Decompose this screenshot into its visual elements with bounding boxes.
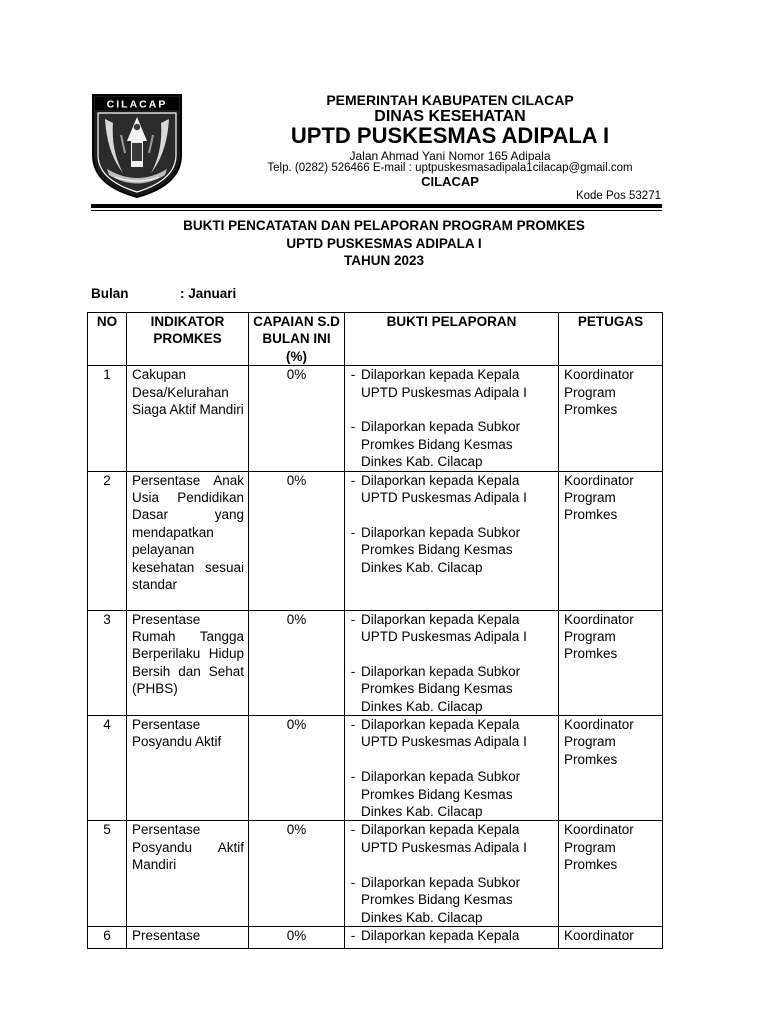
letterhead-rule-thick bbox=[91, 204, 662, 208]
row-capaian: 0% bbox=[249, 716, 345, 821]
bukti-text: Dilaporkan kepada Subkor Promkes Bidang Kesmas Dinkes Kab. Cilacap bbox=[361, 419, 521, 470]
bukti-text: Dilaporkan kepada Kepala UPTD Puskesmas Adipala I bbox=[361, 717, 527, 750]
document-subtitle: UPTD PUSKESMAS ADIPALA I bbox=[286, 236, 482, 251]
bukti-text: Dilaporkan kepada Subkor Promkes Bidang Kesmas Dinkes Kab. Cilacap bbox=[361, 663, 521, 714]
row-bukti bbox=[345, 716, 559, 821]
row-capaian: 0% bbox=[249, 471, 345, 610]
bukti-item bbox=[345, 663, 556, 715]
bukti-item bbox=[345, 927, 556, 944]
row-indikator: Persentase Posyandu Aktif Mandiri bbox=[127, 821, 249, 926]
bullet-dash: - bbox=[350, 927, 356, 943]
row-capaian: 0% bbox=[249, 926, 345, 948]
report-table bbox=[87, 312, 663, 949]
city-name: CILACAP bbox=[421, 174, 479, 189]
row-indikator: Cakupan Desa/Kelurahan Siaga Aktif Mandiri bbox=[127, 366, 249, 471]
bukti-text: Dilaporkan kepada Kepala UPTD Puskesmas Adipala I bbox=[361, 822, 527, 855]
row-capaian: 0% bbox=[249, 821, 345, 926]
row-no: 2 bbox=[88, 471, 127, 610]
letterhead-rule-thin bbox=[91, 210, 662, 211]
month-field bbox=[91, 286, 236, 301]
table-header-row bbox=[88, 313, 663, 366]
bukti-item bbox=[345, 768, 556, 820]
bullet-dash: - bbox=[350, 874, 356, 890]
bullet-dash: - bbox=[350, 611, 356, 627]
row-petugas: Koordinator bbox=[559, 926, 663, 948]
row-petugas: Koordinator Program Promkes bbox=[559, 610, 663, 715]
row-bukti bbox=[345, 366, 559, 471]
row-bukti bbox=[345, 471, 559, 610]
bukti-item bbox=[345, 418, 556, 470]
row-no: 1 bbox=[88, 366, 127, 471]
header-no: NO bbox=[88, 313, 127, 366]
bullet-dash: - bbox=[350, 472, 356, 488]
bukti-text: Dilaporkan kepada Subkor Promkes Bidang Kesmas Dinkes Kab. Cilacap bbox=[361, 524, 521, 575]
row-petugas: Koordinator Program Promkes bbox=[559, 716, 663, 821]
row-petugas: Koordinator Program Promkes bbox=[559, 366, 663, 471]
bullet-dash: - bbox=[350, 663, 356, 679]
document-year: TAHUN 2023 bbox=[343, 253, 425, 268]
bullet-dash: - bbox=[350, 769, 356, 785]
bukti-item bbox=[345, 611, 556, 646]
bukti-item bbox=[345, 366, 556, 401]
bullet-dash: - bbox=[350, 419, 356, 435]
government-name: PEMERINTAH KABUPATEN CILACAP bbox=[326, 92, 574, 108]
header-bukti: BUKTI PELAPORAN bbox=[345, 313, 559, 366]
bukti-text: Dilaporkan kepada Subkor Promkes Bidang Kesmas Dinkes Kab. Cilacap bbox=[361, 769, 521, 820]
logo-label: CILACAP bbox=[106, 98, 168, 111]
contact-info: Telp. (0282) 526466 E-mail : uptpuskesmasadipala1cilacap@gmail.com bbox=[267, 162, 633, 174]
row-capaian: 0% bbox=[249, 610, 345, 715]
address: Jalan Ahmad Yani Nomor 165 Adipala bbox=[349, 149, 551, 163]
month-value: : Januari bbox=[180, 286, 237, 301]
bullet-dash: - bbox=[350, 367, 356, 383]
row-capaian: 0% bbox=[249, 366, 345, 471]
row-indikator: Presentase bbox=[127, 926, 249, 948]
bukti-item bbox=[345, 472, 556, 507]
bukti-text: Dilaporkan kepada Subkor Promkes Bidang Kesmas Dinkes Kab. Cilacap bbox=[361, 874, 521, 925]
bukti-text: Dilaporkan kepada Kepala UPTD Puskesmas Adipala I bbox=[361, 611, 527, 645]
row-indikator: Persentase Posyandu Aktif bbox=[127, 716, 249, 821]
bukti-text: Dilaporkan kepada Kepala UPTD Puskesmas Adipala I bbox=[361, 472, 527, 506]
month-label: Bulan bbox=[91, 286, 129, 301]
row-bukti bbox=[345, 926, 559, 948]
row-no: 5 bbox=[88, 821, 127, 926]
table-row bbox=[88, 821, 663, 926]
header-indikator: INDIKATOR PROMKES bbox=[127, 313, 249, 366]
row-no: 6 bbox=[88, 926, 127, 948]
table-row bbox=[88, 610, 663, 715]
bullet-dash: - bbox=[350, 524, 356, 540]
bukti-item bbox=[345, 716, 556, 751]
cilacap-emblem-logo bbox=[91, 93, 183, 199]
table-row bbox=[88, 471, 663, 610]
row-petugas: Koordinator Program Promkes bbox=[559, 821, 663, 926]
header-capaian: CAPAIAN S.D BULAN INI (%) bbox=[249, 313, 345, 366]
department-name: DINAS KESEHATAN bbox=[374, 108, 526, 125]
table-row bbox=[88, 716, 663, 821]
row-no: 3 bbox=[88, 610, 127, 715]
bukti-item bbox=[345, 821, 556, 856]
bukti-text: Dilaporkan kepada Kepala UPTD Puskesmas Adipala I bbox=[361, 367, 527, 400]
postal-code: Kode Pos 53271 bbox=[575, 190, 661, 202]
bullet-dash: - bbox=[350, 822, 356, 838]
row-bukti bbox=[345, 821, 559, 926]
unit-name: UPTD PUSKESMAS ADIPALA I bbox=[290, 123, 610, 148]
table-row bbox=[88, 926, 663, 948]
table-row bbox=[88, 366, 663, 471]
row-no: 4 bbox=[88, 716, 127, 821]
row-indikator: Presentase Rumah Tangga Berperilaku Hidup Bersih dan Sehat (PHBS) bbox=[127, 610, 249, 715]
row-indikator: Persentase Anak Usia Pendidikan Dasar yang mendapatkan pelayanan kesehatan sesuai standar bbox=[127, 471, 249, 610]
bukti-item bbox=[345, 524, 556, 576]
bukti-item bbox=[345, 874, 556, 926]
bukti-text: Dilaporkan kepada Kepala bbox=[361, 927, 520, 943]
row-petugas: Koordinator Program Promkes bbox=[559, 471, 663, 610]
header-petugas: PETUGAS bbox=[559, 313, 663, 366]
document-title: BUKTI PENCATATAN DAN PELAPORAN PROGRAM PROMKES bbox=[183, 218, 585, 233]
row-bukti bbox=[345, 610, 559, 715]
bullet-dash: - bbox=[350, 717, 356, 733]
